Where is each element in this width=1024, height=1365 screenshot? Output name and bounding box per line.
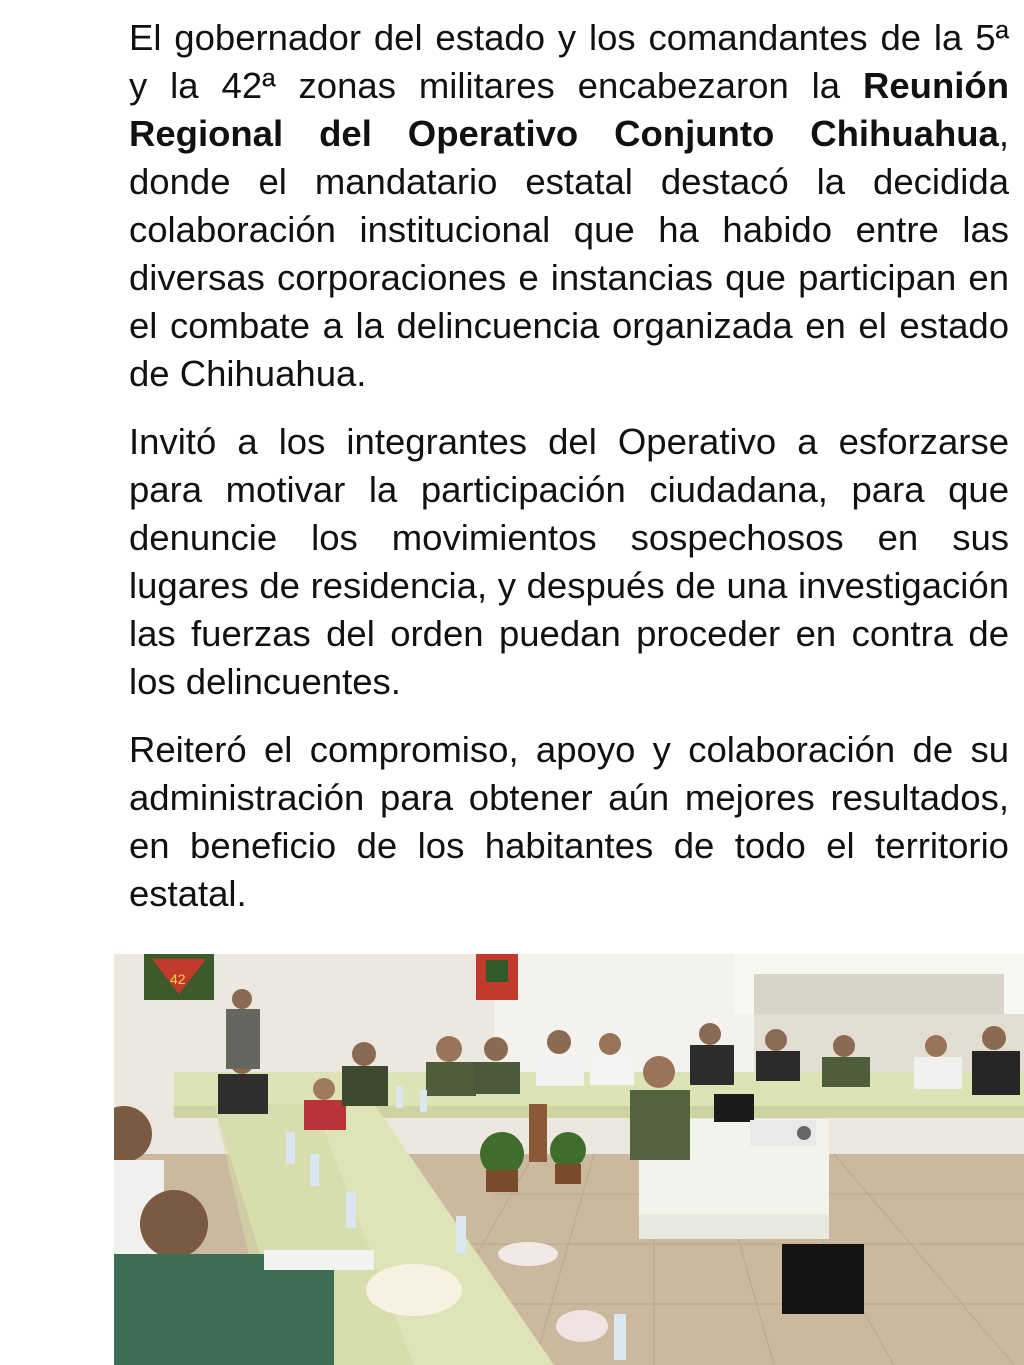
speaker [782, 1244, 864, 1314]
paragraph-2: Invitó a los integrantes del Operativo a esforzarse para motivar la participación ciudadana, para que denuncie los movimientos sospechosos en sus lugares de residencia, y después de una investigación las fuerzas del orden puedan proceder en contra de los delincuentes. [129, 421, 1009, 702]
paragraph-1 [129, 14, 1009, 398]
article-body [129, 14, 1009, 938]
meeting-photo [114, 954, 1024, 1365]
banner-number: 42 [170, 971, 186, 987]
plant-2 [550, 1132, 586, 1184]
paragraph-3: Reiteró el compromiso, apoyo y colaboración de su administración para obtener aún mejores resultados, en beneficio de los habitantes de todo el territorio estatal. [129, 729, 1009, 914]
paragraph-1-lead: El gobernador del estado y los comandantes de la 5ª y la 42ª zonas militares encabezaron la [129, 17, 1009, 106]
banner-flag-1 [144, 954, 214, 1000]
plant-1 [480, 1132, 524, 1192]
event-name: Reunión Regional del Operativo Conjunto Chihuahua [129, 65, 1009, 154]
banner-flag-2 [476, 954, 518, 1000]
laptop [714, 1094, 754, 1122]
cowboy-hat [366, 1264, 462, 1316]
paragraph-1-tail: , donde el mandatario estatal destacó la decidida colaboración institucional que ha habido entre las diversas corporaciones e instancias que participan en el combate a la delincuencia organizada en el estado de Chihuahua. [129, 113, 1009, 394]
candy-bowl [498, 1242, 558, 1266]
fountain [529, 1104, 547, 1162]
